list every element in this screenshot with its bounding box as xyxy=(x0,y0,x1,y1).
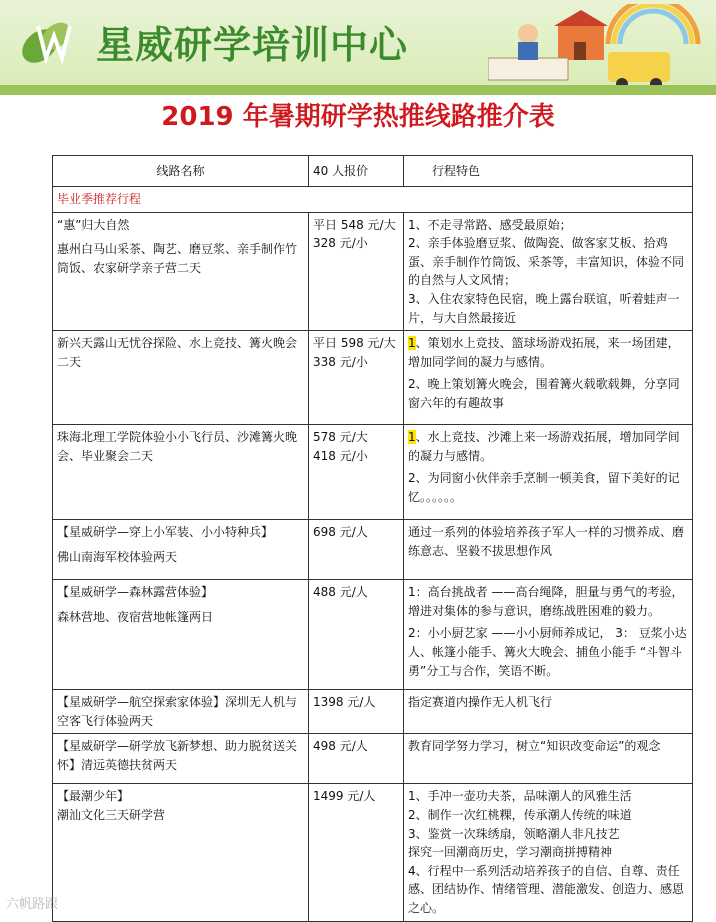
route-detail: 佛山南海军校体验两天 xyxy=(57,549,178,564)
highlight-mark: 1 xyxy=(408,336,416,351)
route-detail: 潮汕文化三天研学营 xyxy=(57,807,166,822)
price-cell xyxy=(309,734,404,784)
feature-line: 1：高台挑战者 ——高台绳降，胆量与勇气的考验，增进对集体的参与意识，磨练战胜困难的毅力。 xyxy=(408,585,684,618)
route-name: “惠”归大自然 xyxy=(57,217,130,232)
route-name-cell xyxy=(53,690,309,734)
route-name-cell xyxy=(53,580,309,690)
route-table xyxy=(52,155,693,922)
route-detail: 森林营地、夜宿营地帐篷两日 xyxy=(57,609,214,624)
school-illustration-icon xyxy=(488,4,708,90)
price-child: 418 元/小 xyxy=(313,448,368,463)
route-name: 【星威研学—森林露营体验】 xyxy=(57,585,214,600)
route-name-cell xyxy=(53,425,309,520)
feature-line: 2、制作一次红桃粿，传承潮人传统的味道 xyxy=(408,807,632,822)
price-child: 328 元/小 xyxy=(313,236,368,251)
price-adult: 平日 598 元/大 xyxy=(313,336,396,351)
price-adult: 平日 548 元/大 xyxy=(313,217,396,232)
feature-line: 4、行程中一系列活动培养孩子的自信、自尊、责任感、团结协作、情绪管理、潜能激发、创造力、感恩之心。 xyxy=(408,863,685,915)
header-price: 40 人报价 xyxy=(309,156,404,187)
price: 1398 元/人 xyxy=(313,695,376,710)
price-cell xyxy=(309,690,404,734)
features-cell xyxy=(404,580,693,690)
features-cell xyxy=(404,520,693,580)
section-label: 毕业季推荐行程 xyxy=(53,187,693,213)
feature-line: 1、策划水上竞技、篮球场游戏拓展，来一场团建，增加同学间的凝力与感情。 xyxy=(408,336,680,369)
feature-line: 3、鉴赏一次珠绣扇，领略潮人非凡技艺 xyxy=(408,826,620,841)
feature-line: 2、亲手体验磨豆浆、做陶瓷、做客家艾板、拾鸡蛋、亲手制作竹筒饭、采茶等，丰富知识，体验不同的自然与人文风情； xyxy=(408,236,685,288)
price-cell xyxy=(309,425,404,520)
feature-line: 探究一回潮商历史，学习潮商拼搏精神 xyxy=(408,845,613,860)
price-child: 338 元/小 xyxy=(313,354,368,369)
highlight-mark: 1 xyxy=(408,430,416,445)
features-cell xyxy=(404,212,693,331)
route-name: 珠海北理工学院体验小小飞行员、沙滩篝火晚会、毕业聚会二天 xyxy=(57,430,298,463)
brand-name: 星威研学培训中心 xyxy=(96,23,409,67)
price-cell xyxy=(309,580,404,690)
table-header-row xyxy=(53,156,693,187)
brand-logo-icon xyxy=(10,6,80,76)
header-banner xyxy=(0,0,716,95)
feature-line: 通过一系列的体验培养孩子军人一样的习惯养成、磨练意志、坚毅不拔思想作风 xyxy=(408,525,685,558)
price: 1499 元/人 xyxy=(313,789,376,804)
table-row xyxy=(53,331,693,425)
price: 488 元/人 xyxy=(313,585,368,600)
table-row xyxy=(53,212,693,331)
price-adult: 578 元/大 xyxy=(313,430,368,445)
route-name: 【星威研学—航空探索家体验】深圳无人机与空客飞行体验两天 xyxy=(57,695,298,728)
features-cell xyxy=(404,425,693,520)
feature-line: 3、入住农家特色民宿，晚上露台联谊，听着蛙声一片，与大自然最接近 xyxy=(408,291,680,325)
route-name-cell xyxy=(53,331,309,425)
features-cell xyxy=(404,734,693,784)
price-cell xyxy=(309,212,404,331)
header-route-name: 线路名称 xyxy=(53,156,309,187)
table-row xyxy=(53,784,693,921)
features-cell xyxy=(404,690,693,734)
route-name: 新兴天露山无忧谷探险、水上竞技、篝火晚会二天 xyxy=(57,336,298,369)
feature-line: 2、为同窗小伙伴亲手烹制一顿美食，留下美好的记忆。。。。。。 xyxy=(408,471,680,504)
price: 698 元/人 xyxy=(313,525,368,540)
feature-line: 2：小小厨艺家 ——小小厨师养成记， 3： 豆浆小达人、帐篷小能手、篝火大晚会、捕鱼小能手 “斗智斗勇”分工与合作，笑语不断。 xyxy=(408,626,687,678)
route-name-cell xyxy=(53,734,309,784)
table-row xyxy=(53,520,693,580)
page-title: 2019 年暑期研学热推线路推介表 xyxy=(161,102,555,132)
feature-line: 1、手冲一壶功夫茶，品味潮人的风雅生活 xyxy=(408,789,632,804)
table-row xyxy=(53,580,693,690)
banner-stripe xyxy=(0,85,716,95)
features-cell xyxy=(404,784,693,921)
route-name: 【最潮少年】 xyxy=(57,789,130,804)
section-row xyxy=(53,187,693,213)
features-cell xyxy=(404,331,693,425)
table-row xyxy=(53,734,693,784)
header-features: 行程特色 xyxy=(404,156,693,187)
feature-line: 指定赛道内操作无人机飞行 xyxy=(408,695,553,710)
table-row xyxy=(53,690,693,734)
feature-line: 1、不走寻常路、感受最原始； xyxy=(408,217,572,232)
route-name-cell xyxy=(53,784,309,921)
route-name: 【星威研学—穿上小军装、小小特种兵】 xyxy=(57,525,274,540)
table-row xyxy=(53,425,693,520)
route-detail: 惠州白马山采茶、陶艺、磨豆浆、亲手制作竹筒饭、农家研学亲子营二天 xyxy=(57,242,298,275)
price: 498 元/人 xyxy=(313,739,368,754)
route-name: 【星威研学—研学放飞新梦想、助力脱贫送关怀】清远英德扶贫两天 xyxy=(57,739,298,772)
feature-line: 2、晚上策划篝火晚会，围着篝火载歌载舞，分享同窗六年的有趣故事 xyxy=(408,377,680,410)
price-cell xyxy=(309,520,404,580)
feature-line: 1、水上竞技、沙滩上来一场游戏拓展，增加同学间的凝力与感情。 xyxy=(408,430,680,463)
route-name-cell xyxy=(53,520,309,580)
feature-line: 教育同学努力学习，树立“知识改变命运”的观念 xyxy=(408,739,661,754)
price-cell xyxy=(309,784,404,921)
price-cell xyxy=(309,331,404,425)
watermark: 六帆路跟 xyxy=(6,897,59,912)
route-name-cell xyxy=(53,212,309,331)
